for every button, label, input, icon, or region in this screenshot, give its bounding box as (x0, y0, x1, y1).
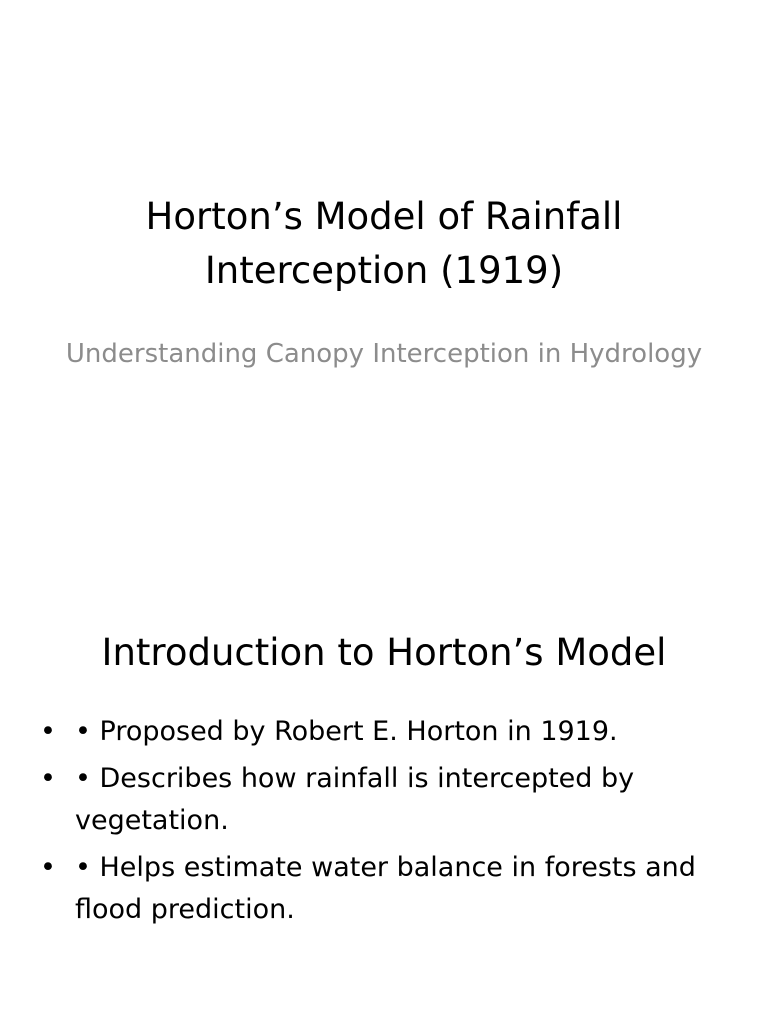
bullet-item (40, 758, 730, 842)
bullet-marker: • (40, 852, 56, 883)
bullet-item (40, 847, 730, 931)
bullet-list (40, 711, 730, 936)
slide-title: Horton’s Model of Rainfall Interception (1919) (145, 195, 623, 292)
bullet-marker: • (40, 763, 56, 794)
content-slide (0, 576, 768, 1024)
bullet-marker: • (40, 716, 56, 747)
bullet-text: • Describes how rainfall is intercepted by vegetation. (75, 763, 635, 836)
bullet-item (40, 711, 730, 753)
bullet-text: • Helps estimate water balance in forests and flood prediction. (75, 852, 696, 925)
slide-title: Introduction to Horton’s Model (101, 631, 667, 674)
bullet-text: • Proposed by Robert E. Horton in 1919. (75, 716, 618, 747)
slide-subtitle: Understanding Canopy Interception in Hydrology (65, 339, 703, 369)
